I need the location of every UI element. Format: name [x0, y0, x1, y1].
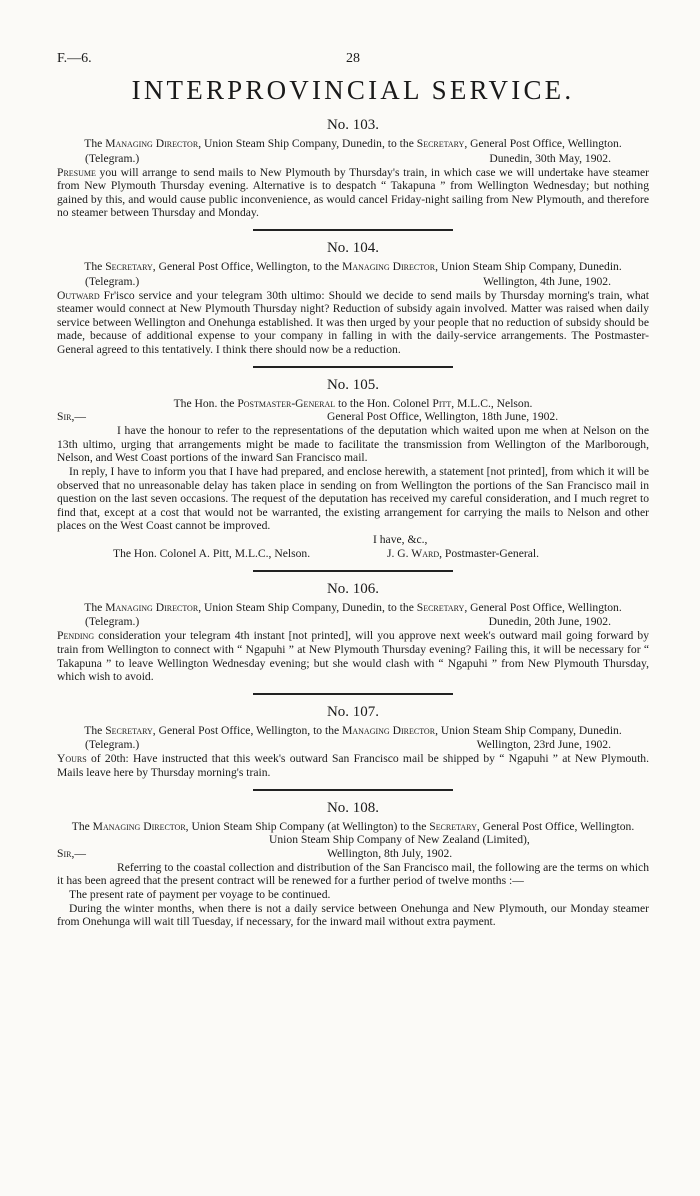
document-medium: (Telegram.): [85, 615, 140, 629]
document-heading: The Managing Director, Union Steam Ship Company, Dunedin, to the Secretary, General Post Office, Wellington.: [84, 137, 622, 150]
document-heading: The Managing Director, Union Steam Ship Company, Dunedin, to the Secretary, General Post Office, Wellington.: [84, 600, 622, 614]
letter-paragraph: During the winter months, when there is not a daily service between Onehunga and New Plymouth, our Monday steamer from Onehunga will wait till Tuesday, if necessary, for the inward mail without extra payment.: [57, 901, 649, 929]
document-dateline: Wellington, 8th July, 1902.: [327, 846, 453, 860]
document-body: Presume you will arrange to send mails to New Plymouth by Thursday's train, in which case we will undertake have steamer from New Plymouth Thursday evening. Alternative is to despatch “ Takapuna ” from Wellington Wednesday; but nothing gained by this, and would cause public inconvenience, as would cancel Friday-night sailing from New Plymouth, and therefore no steamer between Thursday and Monday.: [57, 165, 649, 220]
document-medium: (Telegram.): [85, 151, 140, 165]
section-divider: [253, 693, 453, 695]
document-body: Yours of 20th: Have instructed that this week's outward San Francisco mail be shipped by “ Ngapuhi ” at New Plymouth. Mails leave here by Thursday morning's train.: [57, 752, 649, 780]
document-dateline: Dunedin, 30th May, 1902.: [489, 151, 611, 165]
document-number: No. 105.: [326, 376, 380, 393]
letter-addressee: The Hon. Colonel A. Pitt, M.L.C., Nelson.: [113, 546, 311, 560]
letter-paragraph: Referring to the coastal collection and distribution of the San Francisco mail, the following are the terms on which it has been agreed that the present contract will be renewed for a further period of twelve months :—: [57, 860, 649, 888]
document-meta: [57, 152, 649, 166]
document-heading: The Secretary, General Post Office, Wellington, to the Managing Director, Union Steam Ship Company, Dunedin.: [84, 723, 622, 737]
letter-paragraph: In reply, I have to inform you that I have had prepared, and enclose herewith, a statement [not printed], from which it will be observed that no unreasonable delay has taken place in sending on from Wellington the portions of the San Francisco mail in question on the last seven occasions. The request of the deputation has received my careful consideration, and I much regret to find that, except at a cost that would not be warranted, the existing arrangement for carrying the mails to Nelson and other places on the West Coast cannot be improved.: [57, 464, 649, 533]
salutation-row: [57, 847, 649, 861]
document-heading: The Secretary, General Post Office, Wellington, to the Managing Director, Union Steam Ship Company, Dunedin.: [84, 259, 622, 273]
document-dateline: General Post Office, Wellington, 18th June, 1902.: [327, 410, 559, 424]
section-divider: [253, 229, 453, 231]
document-heading: The Managing Director, Union Steam Ship Company (at Wellington) to the Secretary, General Post Office, Wellington.: [71, 819, 635, 833]
document-dateline: Wellington, 23rd June, 1902.: [476, 738, 611, 752]
document-meta: [57, 615, 649, 629]
page-title: INTERPROVINCIAL SERVICE.: [131, 75, 575, 105]
document-number: No. 106.: [326, 580, 380, 597]
signature-row: [57, 547, 649, 561]
section-divider: [253, 570, 453, 572]
document-heading: The Hon. the Postmaster-General to the Hon. Colonel Pitt, M.L.C., Nelson.: [173, 396, 533, 410]
document-meta: [57, 275, 649, 289]
document-107: [57, 703, 649, 780]
document-number: No. 104.: [326, 239, 380, 256]
document-number: No. 108.: [326, 799, 380, 816]
document-108: [57, 799, 649, 929]
document-104: [57, 239, 649, 357]
section-divider: [253, 789, 453, 791]
salutation: Sir,—: [57, 846, 86, 860]
letter-paragraph: I have the honour to refer to the representations of the deputation which waited upon me when at Nelson on the 13th ultimo, urging that arrangements might be made to facilitate the transmission from Wellington of the Marlborough, Nelson, and West Coast portions of the inward San Francisco mail.: [57, 424, 649, 465]
document-page: [57, 52, 649, 929]
letter-paragraph: The present rate of payment per voyage to be continued.: [69, 888, 331, 901]
document-105: [57, 376, 649, 561]
letter-closing: I have, &c.,: [373, 532, 428, 546]
parliamentary-ref: F.—6.: [57, 51, 92, 66]
salutation-row: [57, 410, 649, 424]
document-meta: [57, 738, 649, 752]
document-dateline: Wellington, 4th June, 1902.: [483, 274, 611, 288]
document-number: No. 103.: [326, 117, 380, 133]
document-dateline: Dunedin, 20th June, 1902.: [488, 615, 611, 629]
salutation: Sir,—: [57, 410, 86, 424]
letter-signature: J. G. Ward, Postmaster-General.: [387, 546, 540, 560]
document-body: Outward Fr'isco service and your telegram 30th ultimo: Should we decide to send mails by Thursday morning's train, what steamer would connect at New Plymouth Thursday night? Reduction of subsidy again involved. Matter was raised when daily service between Wellington and Onehunga established. It was then urged by your people that no reduction of subsidy should be made, because of additional expense to your company in falling in with the daily-service arrangements. The Postmaster-General agreed to this tentatively. I think there should now be a reduction.: [57, 288, 649, 356]
section-divider: [253, 366, 453, 368]
page-number: 28: [346, 51, 360, 66]
document-body: Pending consideration your telegram 4th instant [not printed], will you approve next week's outward mail going forward by train from Wellington to connect with “ Ngapuhi ” at New Plymouth Thursday evening? Failing this, it will be necessary for “ Takapuna ” to leave Wellington Wednesday evening; but she would clash with “ Ngapuhi ” from New Plymouth Thursday, which wish to avoid.: [57, 629, 649, 684]
closing-row: [57, 533, 649, 547]
document-106: [57, 580, 649, 684]
document-number: No. 107.: [326, 703, 380, 720]
document-medium: (Telegram.): [85, 738, 140, 752]
page-header: [57, 52, 649, 70]
sender-address: Union Steam Ship Company of New Zealand (Limited),: [269, 833, 530, 847]
document-103: [57, 116, 649, 220]
document-medium: (Telegram.): [85, 274, 140, 288]
